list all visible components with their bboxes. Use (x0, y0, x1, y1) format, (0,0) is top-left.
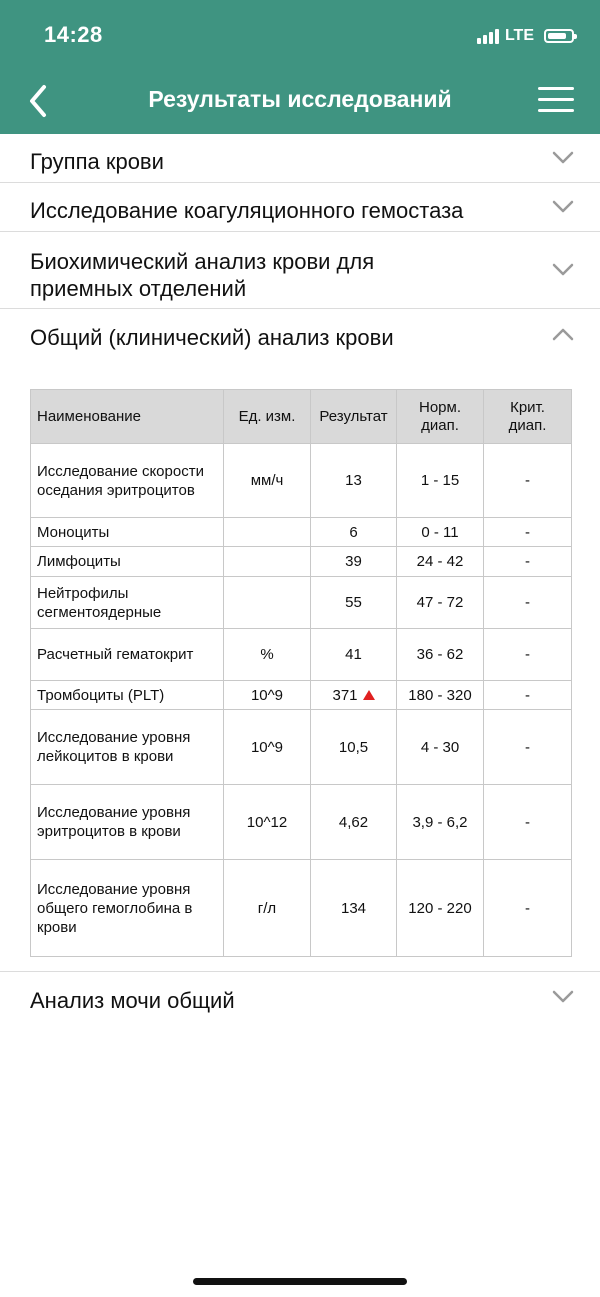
cell-norm: 3,9 - 6,2 (397, 785, 484, 860)
cell-result: 134 (311, 860, 397, 957)
cell-result (311, 681, 397, 710)
status-indicators (477, 26, 574, 46)
network-type: LTE (504, 27, 534, 44)
table-row (31, 785, 572, 860)
table-header-row (31, 390, 572, 444)
section-title-line: Биохимический анализ крови для (30, 249, 375, 274)
signal-icon (477, 28, 499, 44)
battery-icon (544, 29, 574, 43)
chevron-down-icon (552, 263, 574, 277)
cell-crit: - (484, 629, 572, 681)
cell-name: Исследование уровня лейкоцитов в крови (31, 710, 224, 785)
cell-crit: - (484, 710, 572, 785)
section-title (30, 248, 374, 302)
header-name: Наименование (31, 390, 224, 444)
status-time: 14:28 (44, 22, 103, 47)
cell-unit (224, 518, 311, 547)
cell-name: Исследование уровня общего гемоглобина в крови (31, 860, 224, 957)
section-title: Анализ мочи общий (30, 988, 235, 1013)
cell-crit: - (484, 518, 572, 547)
table-row (31, 577, 572, 629)
cell-name: Исследование уровня эритроцитов в крови (31, 785, 224, 860)
cell-unit (224, 577, 311, 629)
section-title: Группа крови (30, 149, 164, 174)
header-crit: Крит. диап. (484, 390, 572, 444)
cell-norm: 1 - 15 (397, 444, 484, 518)
page-title: Результаты исследований (148, 86, 452, 112)
cell-norm: 47 - 72 (397, 577, 484, 629)
chevron-down-icon (552, 151, 574, 165)
cell-crit: - (484, 577, 572, 629)
high-flag-icon (363, 690, 375, 700)
cell-result: 39 (311, 547, 397, 577)
cell-unit: % (224, 629, 311, 681)
result-value: 371 (332, 686, 358, 704)
section-blood-group[interactable] (0, 134, 600, 183)
cell-unit: 10^9 (224, 710, 311, 785)
cell-crit: - (484, 681, 572, 710)
cell-result: 6 (311, 518, 397, 547)
cell-crit: - (484, 860, 572, 957)
section-biochemistry[interactable] (0, 232, 600, 309)
table-row (31, 629, 572, 681)
section-title[interactable]: Общий (клинический) анализ крови (30, 325, 394, 350)
section-urine[interactable] (0, 972, 600, 1028)
table-row (31, 444, 572, 518)
section-title: Исследование коагуляционного гемостаза (30, 198, 464, 223)
table-row (31, 681, 572, 710)
table-row (31, 518, 572, 547)
section-title-line: приемных отделений (30, 276, 247, 301)
cell-norm: 0 - 11 (397, 518, 484, 547)
cell-name: Расчетный гематокрит (31, 629, 224, 681)
table-row (31, 710, 572, 785)
table-row (31, 547, 572, 577)
home-indicator[interactable] (193, 1278, 407, 1285)
cell-unit: мм/ч (224, 444, 311, 518)
cell-crit: - (484, 547, 572, 577)
cell-unit: 10^9 (224, 681, 311, 710)
header-unit: Ед. изм. (224, 390, 311, 444)
cell-unit: 10^12 (224, 785, 311, 860)
table-row (31, 860, 572, 957)
hamburger-menu-icon (538, 87, 574, 112)
cell-unit: г/л (224, 860, 311, 957)
header-norm: Норм. диап. (397, 390, 484, 444)
chevron-down-icon (552, 990, 574, 1004)
cell-norm: 180 - 320 (397, 681, 484, 710)
cell-crit: - (484, 444, 572, 518)
cell-norm: 4 - 30 (397, 710, 484, 785)
cell-norm: 24 - 42 (397, 547, 484, 577)
chevron-up-icon[interactable] (552, 327, 574, 341)
cell-crit: - (484, 785, 572, 860)
cell-result: 13 (311, 444, 397, 518)
results-table (30, 389, 572, 957)
cell-name: Исследование скорости оседания эритроцитов (31, 444, 224, 518)
cell-name: Лимфоциты (31, 547, 224, 577)
app-header (0, 0, 600, 134)
cell-unit (224, 547, 311, 577)
cell-norm: 120 - 220 (397, 860, 484, 957)
cell-name: Моноциты (31, 518, 224, 547)
cell-result: 41 (311, 629, 397, 681)
cell-norm: 36 - 62 (397, 629, 484, 681)
cell-result: 10,5 (311, 710, 397, 785)
chevron-down-icon (552, 200, 574, 214)
cell-result: 55 (311, 577, 397, 629)
header-result: Результат (311, 390, 397, 444)
menu-button[interactable] (538, 87, 574, 115)
cell-result: 4,62 (311, 785, 397, 860)
cell-name: Нейтрофилы сегментоядерные (31, 577, 224, 629)
section-coagulation[interactable] (0, 183, 600, 232)
cell-name: Тромбоциты (PLT) (31, 681, 224, 710)
